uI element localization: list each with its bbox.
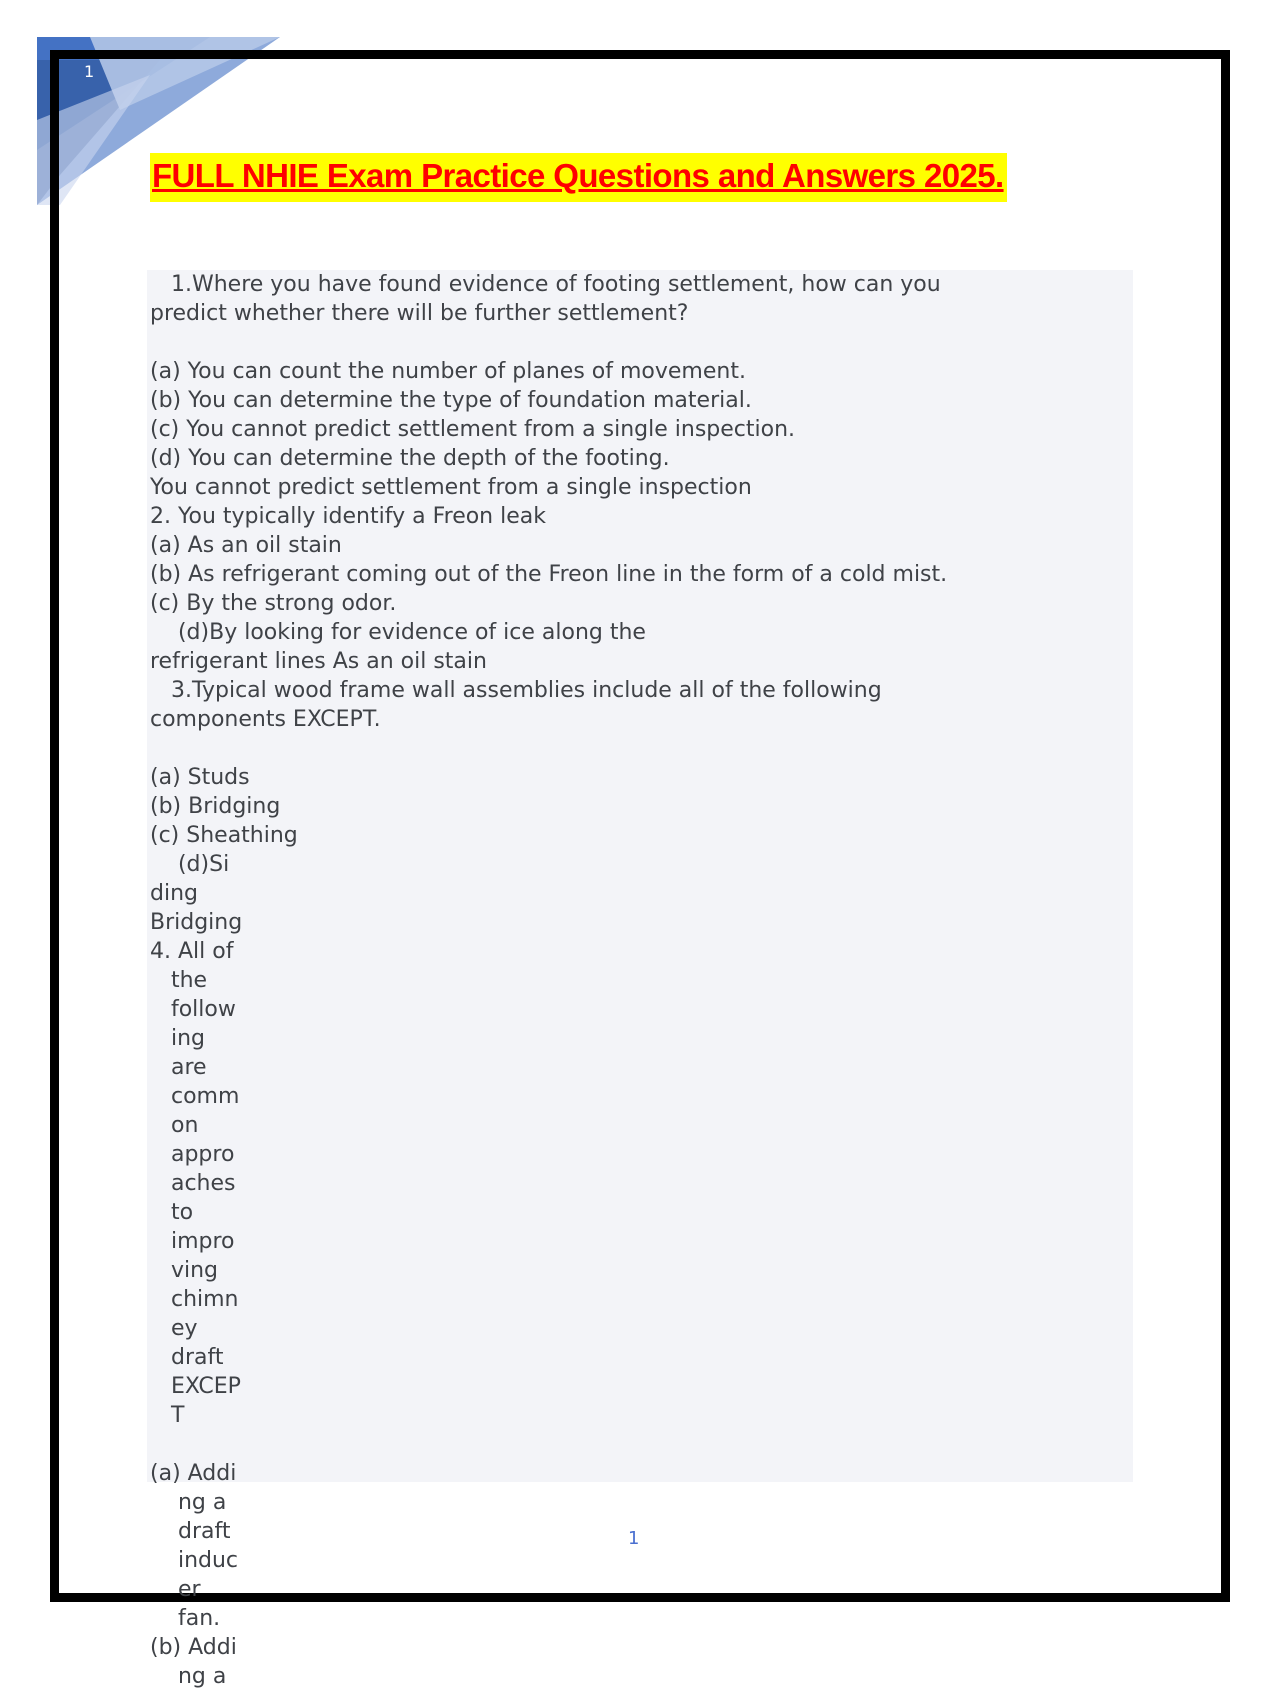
- text-line: ng a: [150, 1490, 227, 1515]
- text-line: components EXCEPT.: [150, 707, 381, 732]
- text-line: (b) Addi: [150, 1635, 237, 1660]
- text-line: refrigerant lines As an oil stain: [150, 649, 487, 674]
- text-line: draft: [150, 1345, 224, 1370]
- text-line: (d) You can determine the depth of the footing.: [150, 446, 670, 471]
- text-line: 4. All of: [150, 939, 234, 964]
- text-line: appro: [150, 1142, 235, 1167]
- text-line: ng a: [150, 1664, 227, 1689]
- text-line: to: [150, 1200, 194, 1225]
- text-line: ding: [150, 881, 198, 906]
- text-line: You cannot predict settlement from a single inspection: [150, 475, 752, 500]
- text-line: 3.Typical wood frame wall assemblies include all of the following: [150, 678, 882, 703]
- text-line: er: [150, 1577, 201, 1602]
- text-line: ey: [150, 1316, 198, 1341]
- footer-page-number: 1: [628, 1528, 640, 1549]
- text-line: (b) As refrigerant coming out of the Freon line in the form of a cold mist.: [150, 562, 948, 587]
- text-line: aches: [150, 1171, 236, 1196]
- text-line: ing: [150, 1026, 205, 1051]
- text-line: (b) Bridging: [150, 794, 281, 819]
- text-line: (a) Studs: [150, 765, 250, 790]
- text-line: (c) You cannot predict settlement from a single inspection.: [150, 417, 796, 442]
- text-line: comm: [150, 1084, 240, 1109]
- blank-line: [150, 1430, 1130, 1459]
- text-line: EXCEP: [150, 1374, 241, 1399]
- text-line: (a) Addi: [150, 1461, 237, 1486]
- text-line: impro: [150, 1229, 235, 1254]
- text-line: (d)Si: [150, 852, 230, 877]
- text-line: induc: [150, 1548, 239, 1573]
- text-line: on: [150, 1113, 199, 1138]
- document-title: FULL NHIE Exam Practice Questions and Answers 2025.: [150, 153, 1007, 202]
- header-page-number: 1: [84, 62, 95, 81]
- text-line: predict whether there will be further settlement?: [150, 301, 689, 326]
- blank-line: [150, 328, 1130, 357]
- text-line: (d)By looking for evidence of ice along the: [150, 620, 646, 645]
- text-line: chimn: [150, 1287, 239, 1312]
- text-line: fan.: [150, 1606, 221, 1631]
- text-line: (b) You can determine the type of foundation material.: [150, 388, 752, 413]
- text-line: (c) By the strong odor.: [150, 591, 397, 616]
- blank-line: [150, 734, 1130, 763]
- text-line: 1.Where you have found evidence of footing settlement, how can you: [150, 272, 941, 297]
- text-line: (a) As an oil stain: [150, 533, 342, 558]
- text-line: T: [150, 1403, 185, 1428]
- text-line: 2. You typically identify a Freon leak: [150, 504, 546, 529]
- text-line: Bridging: [150, 910, 243, 935]
- text-line: follow: [150, 997, 236, 1022]
- text-line: (a) You can count the number of planes of movement.: [150, 359, 746, 384]
- text-line: (c) Sheathing: [150, 823, 298, 848]
- text-line: are: [150, 1055, 207, 1080]
- questions-text: [150, 270, 1130, 1691]
- text-line: the: [150, 968, 208, 993]
- text-line: ving: [150, 1258, 219, 1283]
- text-line: draft: [150, 1519, 231, 1544]
